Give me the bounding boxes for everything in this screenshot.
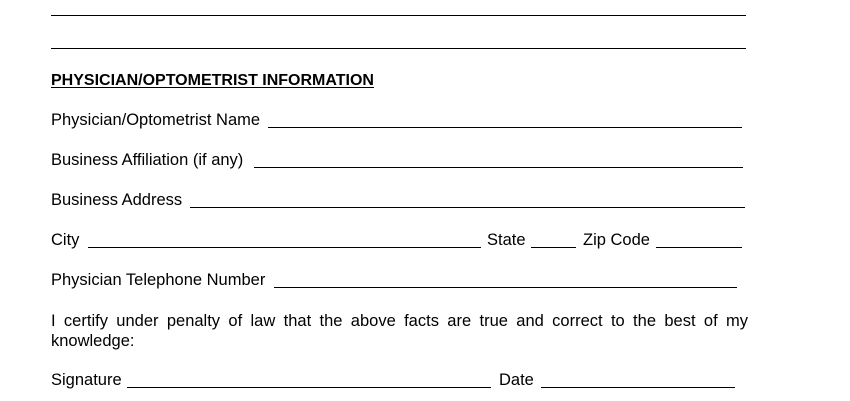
city-field[interactable] [88, 247, 481, 248]
date-label: Date [499, 371, 534, 389]
section-heading: PHYSICIAN/OPTOMETRIST INFORMATION [51, 72, 374, 89]
physician-name-field[interactable] [268, 127, 742, 128]
signature-field[interactable] [127, 387, 491, 388]
telephone-field[interactable] [274, 287, 737, 288]
city-label: City [51, 231, 80, 249]
state-label: State [487, 231, 526, 249]
zip-code-label: Zip Code [583, 231, 650, 249]
blank-line-1[interactable] [51, 15, 746, 16]
date-field[interactable] [541, 387, 735, 388]
blank-line-2[interactable] [51, 48, 746, 49]
business-address-label: Business Address [51, 191, 183, 209]
certification-text: I certify under penalty of law that the above facts are true and correct to the best of my knowledge: [51, 312, 748, 350]
business-affiliation-label: Business Affiliation (if any) [51, 151, 244, 169]
signature-label: Signature [51, 371, 122, 389]
telephone-label: Physician Telephone Number [51, 271, 266, 289]
zip-code-field[interactable] [656, 247, 742, 248]
state-field[interactable] [531, 247, 576, 248]
physician-name-label: Physician/Optometrist Name [51, 111, 261, 129]
business-affiliation-field[interactable] [254, 167, 743, 168]
business-address-field[interactable] [190, 207, 745, 208]
